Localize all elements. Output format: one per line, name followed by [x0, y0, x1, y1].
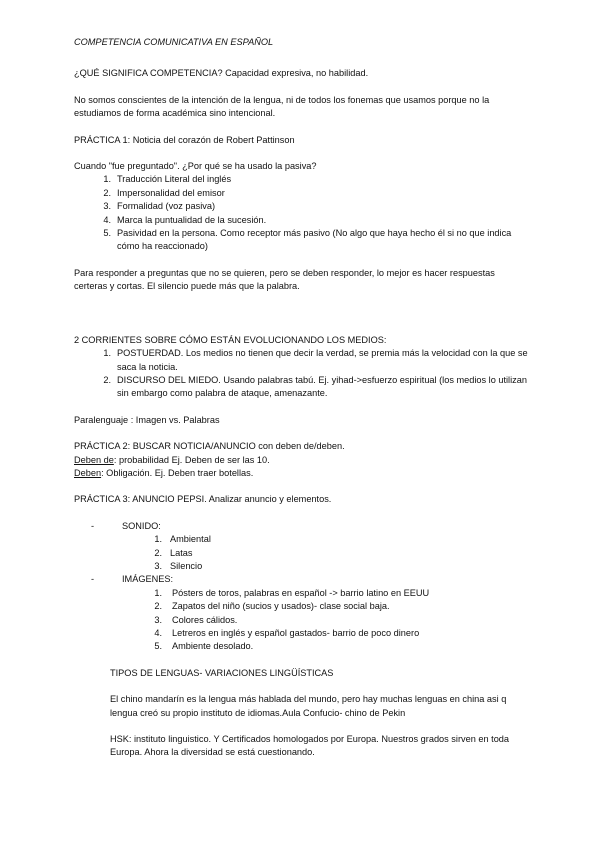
- chino-paragraph: El chino mandarín es la lengua más hablada del mundo, pero hay muchas lenguas en china asi q lengua creó su propio instituto de idiomas.Aula Confucio- chino de Pekin: [110, 694, 507, 718]
- paralenguaje-line: Paralenguaje : Imagen vs. Palabras: [74, 414, 220, 425]
- passive-question: Cuando "fue preguntado". ¿Por qué se ha usado la pasiva?: [74, 161, 317, 172]
- list-item: 4. Marca la puntualidad de la sucesión.: [103, 214, 267, 225]
- sonido-sublist: [122, 533, 528, 573]
- list-item: 5. Pasividad en la persona. Como receptor más pasivo (No algo que haya hecho él si no que indica cómo ha reaccionado): [103, 228, 512, 252]
- sonido-item: - SONIDO: 1. Ambiental 2. Latas 3. Silencio: [74, 520, 528, 574]
- list-item: 1. Pósters de toros, palabras en español -> barrio latino en EEUU: [154, 587, 430, 598]
- consciousness-paragraph: No somos conscientes de la intención de la lengua, ni de todos los fonemas que usamos porque no la estudiamos de forma académica sino intencional.: [74, 94, 490, 119]
- practica-3-heading: PRÁCTICA 3: ANUNCIO PEPSI. Analizar anuncio y elementos.: [74, 494, 332, 505]
- list-item: 4. Letreros en inglés y español gastados- barrio de poco dinero: [154, 628, 420, 638]
- document-header: COMPETENCIA COMUNICATIVA EN ESPAÑOL: [74, 37, 274, 47]
- deben-term: Deben: [74, 467, 102, 478]
- deben-de-term: Deben de: [74, 454, 114, 465]
- corrientes-list: [74, 347, 528, 401]
- list-item: 5. Ambiente desolado.: [154, 641, 254, 652]
- list-item: 2. DISCURSO DEL MIEDO. Usando palabras tabú. Ej. yihad->esfuerzo espiritual (los medios lo utilizan sin embargo como palabra de ataque, amenazante.: [103, 374, 527, 399]
- practica-2-heading: PRÁCTICA 2: BUSCAR NOTICIA/ANUNCIO con deben de/deben.: [74, 441, 345, 452]
- lenguas-section: [74, 667, 528, 760]
- pepsi-analysis-list: [74, 520, 528, 654]
- tipos-heading: TIPOS DE LENGUAS- VARIACIONES LINGÜÍSTICAS: [110, 667, 334, 678]
- passive-reasons-list: [74, 173, 528, 253]
- list-item: 3. Silencio: [154, 560, 203, 571]
- list-item: 2. Zapatos del niño (sucios y usados)- clase social baja.: [154, 601, 390, 612]
- deben-de-definition: Deben de: probabilidad Ej. Deben de ser las 10.: [74, 454, 270, 465]
- responder-paragraph: Para responder a preguntas que no se quieren, pero se deben responder, lo mejor es hacer respuestas certeras y cortas. El silencio puede más que la palabra.: [74, 267, 495, 292]
- competencia-definition: ¿QUÉ SIGNIFICA COMPETENCIA? Capacidad expresiva, no habilidad.: [74, 68, 369, 79]
- list-item: 3. Colores cálidos.: [154, 614, 238, 625]
- corrientes-heading: 2 CORRIENTES SOBRE CÓMO ESTÁN EVOLUCIONANDO LOS MEDIOS:: [74, 334, 387, 345]
- deben-definition: Deben: Obligación. Ej. Deben traer botellas.: [74, 467, 254, 478]
- list-item: 2. Latas: [154, 547, 193, 558]
- list-item: 1. POSTUERDAD. Los medios no tienen que decir la verdad, se premia más la velocidad con la que se saca la noticia.: [103, 348, 528, 372]
- list-item: 3. Formalidad (voz pasiva): [103, 201, 216, 212]
- practica-1-heading: PRÁCTICA 1: Noticia del corazón de Robert Pattinson: [74, 134, 295, 145]
- list-item: 2. Impersonalidad del emisor: [103, 187, 225, 198]
- imagenes-sublist: [122, 587, 528, 654]
- list-item: 1. Ambiental: [154, 534, 211, 545]
- list-item: 1. Traducción Literal del inglés: [103, 174, 232, 185]
- hsk-paragraph: HSK: instituto linguistico. Y Certificados homologados por Europa. Nuestros grados sirven en toda Europa. Ahora la diversidad se está cuestionando.: [110, 734, 510, 758]
- imagenes-item: - IMÁGENES: 1. Pósters de toros, palabras en español -> barrio latino en EEUU 2. Zapatos del niño (sucios y usados)- clase social baja. 3. Colores cálidos. 4. Letreros en inglés y español gastados- barrio de poco dinero 5. Ambiente desolado.: [74, 573, 528, 653]
